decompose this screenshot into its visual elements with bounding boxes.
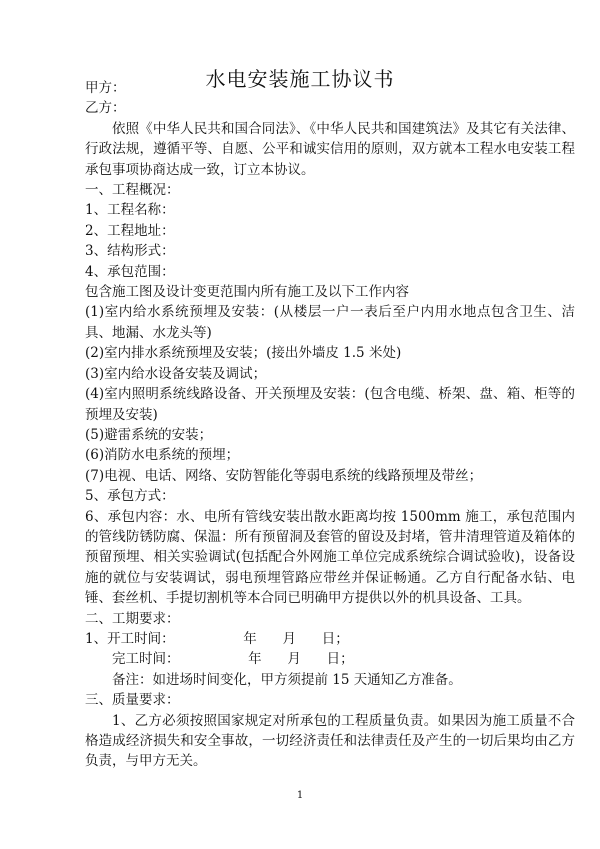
schedule-note-line: 备注：如进场时间变化，甲方须提前 15 天通知乙方准备。 bbox=[112, 671, 462, 688]
quality-paragraph: 1、乙方必须按照国家规定对所承包的工程质量负责。如果因为施工质量不合格造成经济损失和安全事故，一切经济责任和法律责任及产生的一切后果均由乙方负责，与甲方无关。 bbox=[85, 712, 575, 770]
scope-item-3: (3)室内给水设备安装及调试； bbox=[85, 365, 267, 382]
scope-item-7: (7)电视、电话、网络、安防智能化等弱电系统的线路预埋及带丝； bbox=[85, 467, 483, 484]
contract-method-line: 5、承包方式： bbox=[85, 488, 175, 505]
contract-scope-line: 4、承包范围： bbox=[85, 263, 175, 280]
project-address-line: 2、工程地址： bbox=[85, 222, 175, 239]
completion-date-line: 完工时间： 年 月 日； bbox=[112, 651, 354, 668]
section-heading-quality: 三、质量要求： bbox=[85, 692, 180, 709]
scope-item-2: (2)室内排水系统预埋及安装；(接出外墙皮 1.5 米处) bbox=[85, 345, 402, 362]
document-title: 水电安装施工协议书 bbox=[205, 67, 395, 92]
scope-item-1: (1)室内给水系统预埋及安装：(从楼层一户一表后至户内用水地点包含卫生、洁具、地漏、水龙头等) bbox=[85, 304, 575, 341]
contract-content-paragraph: 6、承包内容：水、电所有管线安装出散水距离均按 1500mm 施工，承包范围内的管线防锈防腐、保温：所有预留洞及套管的留设及封堵，管井清理管道及箱体的预留预埋、相关实验调试(包括配合外网施工单位完成系统综合调试验收)，设备设施的就位与安装调试，弱电预埋管路应带丝并保证畅通。乙方自行配备水钻、电锤、套丝机、手提切割机等本合同已明确甲方提供以外的机具设备、工具。 bbox=[85, 508, 575, 607]
scope-item-6: (6)消防水电系统的预埋； bbox=[85, 447, 240, 464]
scope-item-5: (5)避雷系统的安装； bbox=[85, 426, 213, 443]
page-number: 1 bbox=[296, 790, 304, 801]
project-name-line: 1、工程名称： bbox=[85, 202, 175, 219]
preamble-paragraph: 依照《中华人民共和国合同法》、《中华人民共和国建筑法》及其它有关法律、行政法规，遵循平等、自愿、公平和诚实信用的原则，双方就本工程水电安装工程承包事项协商达成一致，订立本协议。 bbox=[85, 120, 575, 178]
section-heading-schedule: 二、工期要求： bbox=[85, 610, 180, 627]
party-a-line: 甲方： bbox=[85, 80, 126, 96]
structure-type-line: 3、结构形式： bbox=[85, 243, 175, 260]
start-date-line: 1、开工时间： 年 月 日； bbox=[85, 630, 349, 647]
document-body bbox=[85, 78, 575, 772]
party-b-line: 乙方： bbox=[85, 100, 126, 117]
scope-intro-line: 包含施工图及设计变更范围内所有施工及以下工作内容 bbox=[85, 284, 409, 301]
scope-item-4: (4)室内照明系统线路设备、开关预埋及安装：(包含电缆、桥架、盘、箱、柜等的预埋及安装) bbox=[85, 386, 575, 423]
section-heading-project-overview: 一、工程概况： bbox=[85, 182, 180, 199]
